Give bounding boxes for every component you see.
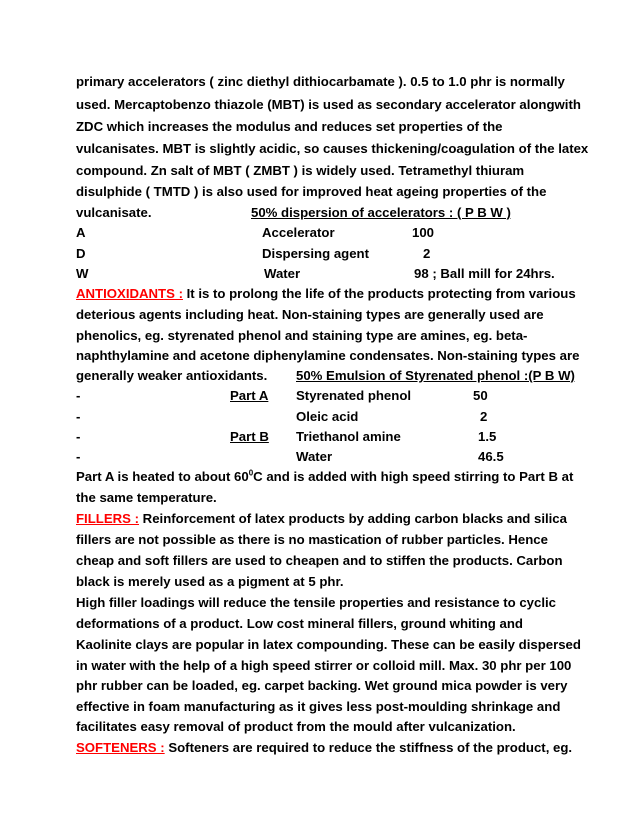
antioxidants-line-2: deterious agents including heat. Non-staining types are generally used are (76, 307, 544, 322)
antioxidants-last-lead: generally weaker antioxidants. (76, 368, 268, 383)
emulsion-value-2: 2 (480, 409, 488, 424)
antioxidants-heading: ANTIOXIDANTS : (76, 286, 183, 301)
accel-value-a: 100 (412, 225, 435, 240)
antioxidants-line-3: phenolics, eg. styrenated phenol and staining type are amines, eg. beta- (76, 328, 528, 343)
emulsion-dash-4: - (76, 449, 81, 464)
accel-key-w: W (76, 266, 89, 281)
emulsion-value-4: 46.5 (478, 449, 504, 464)
softeners-heading: SOFTENERS : (76, 740, 165, 755)
emulsion-name-4: Water (296, 449, 333, 464)
emulsion-value-3: 1.5 (478, 429, 497, 444)
softeners-line-1 (76, 739, 572, 757)
heating-line-2: the same temperature. (76, 490, 217, 505)
accel-name-a: Accelerator (262, 225, 335, 240)
fillers-line-6: deformations of a product. Low cost mineral fillers, ground whiting and (76, 616, 523, 631)
accel-lead: vulcanisate. (76, 205, 152, 220)
fillers-line-8: in water with the help of a high speed stirrer or colloid mill. Max. 30 phr per 100 (76, 658, 572, 673)
accel-key-d: D (76, 246, 86, 261)
intro-line-6: disulphide ( TMTD ) is also used for improved heat ageing properties of the (76, 184, 547, 199)
softeners-first: Softeners are required to reduce the stiffness of the product, eg. (164, 740, 573, 755)
emulsion-part-b: Part B (230, 429, 269, 444)
emulsion-name-2: Oleic acid (296, 409, 359, 424)
intro-line-1: primary accelerators ( zinc diethyl dithiocarbamate ). 0.5 to 1.0 phr is normally (76, 74, 565, 89)
fillers-line-7: Kaolinite clays are popular in latex compounding. These can be easily dispersed (76, 637, 581, 652)
antioxidants-line-1 (76, 285, 576, 303)
accel-heading: 50% dispersion of accelerators : ( P B W ) (251, 205, 511, 220)
accel-name-w: Water (264, 266, 301, 281)
emulsion-name-3: Triethanol amine (296, 429, 401, 444)
heating-line-1 (76, 468, 573, 486)
heating-pre: Part A is heated to about 60 (76, 469, 249, 484)
degree-superscript: 0 (248, 468, 254, 478)
fillers-line-11: facilitates easy removal of product from the mould after vulcanization. (76, 719, 516, 734)
accel-name-d: Dispersing agent (262, 246, 369, 261)
intro-line-2: used. Mercaptobenzo thiazole (MBT) is used as secondary accelerator alongwith (76, 97, 581, 112)
emulsion-dash-3: - (76, 429, 81, 444)
emulsion-heading: 50% Emulsion of Styrenated phenol :(P B W) (296, 368, 575, 383)
intro-line-3: ZDC which increases the modulus and reduces set properties of the (76, 119, 503, 134)
emulsion-part-a: Part A (230, 388, 269, 403)
fillers-line-4: black is merely used as a pigment at 5 phr. (76, 574, 344, 589)
fillers-line-9: phr rubber can be loaded, eg. carpet backing. Wet ground mica powder is very (76, 678, 568, 693)
intro-line-5: compound. Zn salt of MBT ( ZMBT ) is widely used. Tetramethyl thiuram (76, 163, 525, 178)
antioxidants-first: It is to prolong the life of the products protecting from various (182, 286, 576, 301)
fillers-line-5: High filler loadings will reduce the tensile properties and resistance to cyclic (76, 595, 557, 610)
heating-post: C and is added with high speed stirring to Part B at (253, 469, 574, 484)
fillers-heading: FILLERS : (76, 511, 140, 526)
emulsion-name-1: Styrenated phenol (296, 388, 412, 403)
accel-value-d: 2 (423, 246, 431, 261)
fillers-first: Reinforcement of latex products by adding carbon blacks and silica (139, 511, 567, 526)
emulsion-value-1: 50 (473, 388, 488, 403)
intro-line-4: vulcanisates. MBT is slightly acidic, so causes thickening/coagulation of the latex (76, 141, 589, 156)
fillers-line-1 (76, 510, 567, 528)
fillers-line-3: cheap and soft fillers are used to cheapen and to stiffen the products. Carbon (76, 553, 563, 568)
fillers-line-10: effective in foam manufacturing as it gives less post-moulding shrinkage and (76, 699, 561, 714)
accel-value-w: 98 ; Ball mill for 24hrs. (414, 266, 555, 281)
emulsion-dash-2: - (76, 409, 81, 424)
accel-key-a: A (76, 225, 86, 240)
emulsion-dash-1: - (76, 388, 81, 403)
antioxidants-line-4: naphthylamine and acetone diphenylamine condensates. Non-staining types are (76, 348, 580, 363)
fillers-line-2: fillers are not possible as there is no mastication of rubber particles. Hence (76, 532, 548, 547)
